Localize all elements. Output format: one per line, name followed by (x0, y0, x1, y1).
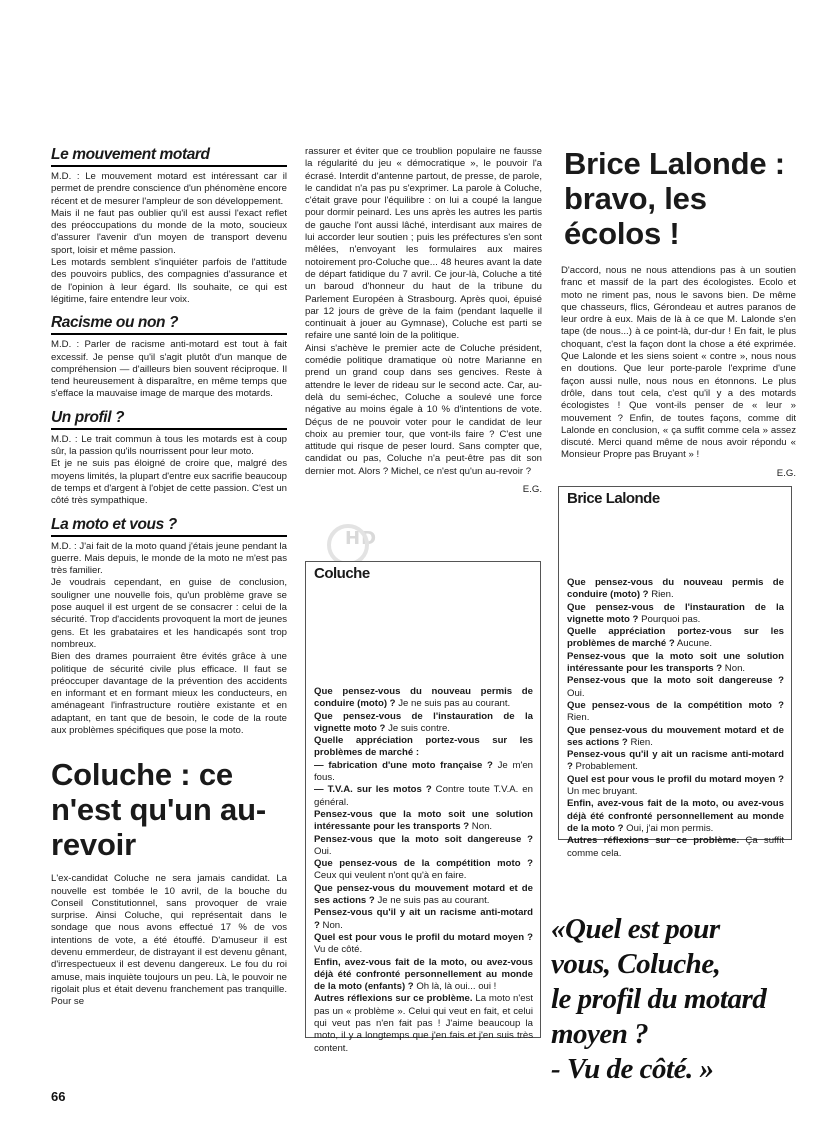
brice-headline: Brice Lalonde : bravo, les écolos ! (564, 146, 785, 251)
paragraph: Bien des drames pourraient être évités grâce à une politique de sécurité civile plus efficace. Il faut se préoccuper davantage de la prévention des accidents en informant et en formant mieux les conducteurs, en aménageant l'infrastructure routière existante et en adaptant, en tant que de besoin, le code de la route aux problèmes spécifiques que pose la moto. (51, 651, 287, 736)
answer: Contre toute T.V.A. en général. (314, 784, 533, 808)
question: Que pensez-vous du mouvement motard et de ses actions ? (567, 724, 784, 748)
qa-item (314, 686, 533, 711)
signature: E.G. (522, 484, 542, 496)
question: Pensez-vous qu'il y ait un racisme anti-motard ? (314, 907, 533, 931)
paragraph: M.D. : Parler de racisme anti-motard est tout à fait excessif. Je pense qu'il s'agit plutôt d'un manque de compréhension — d'ailleurs bien souvent réciproque. Il tend heureusement à disparaître, en même temps que s'efface la mauvaise image de marque des motards. (51, 339, 287, 400)
question: Enfin, avez-vous fait de la moto, ou avez-vous déjà été confronté personnellement au monde de la moto (enfants) ? (314, 956, 533, 993)
section-heading: Le mouvement motard (51, 146, 287, 167)
qa-item (567, 700, 784, 725)
answer: Ceux qui veulent n'ont qu'à en faire. (314, 870, 467, 882)
qa-item (567, 835, 784, 860)
quote-line: le profil du motard (551, 983, 767, 1015)
question: Quel est pour vous le profil du motard moyen ? (567, 773, 784, 785)
quote-line: «Quel est pour (551, 913, 720, 945)
answer: Probablement. (572, 761, 638, 773)
qa-item (567, 626, 784, 651)
paragraph: Et je ne suis pas éloigné de croire que, malgré des moyens limités, la plupart d'entre eux sacrifie beaucoup de temps et d'argent à l'objet de cette passion. C'est un côté très sympathique. (51, 458, 287, 507)
qa-list (567, 577, 784, 860)
question: Que pensez-vous du nouveau permis de conduire (moto) ? (567, 577, 784, 601)
question: Autres réflexions sur ce problème. (314, 993, 473, 1005)
qa-item (567, 651, 784, 676)
question: Pensez-vous que la moto soit dangereuse ? (314, 833, 533, 845)
right-column (561, 146, 796, 480)
section-racisme (51, 314, 287, 400)
question: Pensez-vous que la moto soit une solution intéressante pour les transports ? (314, 808, 533, 833)
qa-item (567, 798, 784, 835)
qa-item (314, 735, 533, 760)
answer: Rien. (567, 712, 590, 724)
answer: La moto n'est pas un « problème ». Celui qui veut en fait, et celui qui veut pas n'en fait pas ! J'aime beaucoup la moto, il y a longtemps que j'en fais et j'en suis très content. (314, 993, 533, 1054)
question: Que pensez-vous de la compétition moto ? (314, 858, 533, 870)
answer: Vu de côté. (314, 944, 363, 956)
question: Que pensez-vous de l'instauration de la vignette moto ? (314, 710, 533, 734)
paragraph: Mais il ne faut pas oublier qu'il est aussi l'exact reflet des préoccupations du monde de la moto, soucieux d'assurer l'avenir d'un moyen de transport devenu sport, loisir et même passion. (51, 207, 287, 256)
qa-item (314, 993, 533, 1054)
qa-item (314, 711, 533, 736)
qa-item (567, 725, 784, 750)
paragraph: M.D. : Le mouvement motard est intéressant car il permet de prendre conscience d'un phénomène encore récent et de mesurer l'ampleur de son développement. (51, 171, 287, 207)
section-heading: Un profil ? (51, 409, 287, 430)
answer: Je m'en fous. (314, 759, 533, 784)
question: Pensez-vous qu'il y ait un racisme anti-motard ? (567, 749, 784, 773)
question: Que pensez-vous du mouvement motard et de ses actions ? (314, 882, 533, 907)
question: Quelle appréciation portez-vous sur les problèmes de marché : (314, 735, 533, 759)
qa-item (567, 602, 784, 627)
qa-item (314, 957, 533, 994)
answer: Oh là, là oui... oui ! (413, 981, 497, 993)
answer: Oui. (567, 687, 585, 699)
watermark-text: HD (345, 528, 378, 549)
paragraph: rassurer et éviter que ce troublion populaire ne fausse la régularité du jeu « démocratique », le pouvoir l'a écrasé. Interdit d'antenne partout, de presse, de parole, le candidat n'a pas pu s'exprimer. La parole à Coluche, c'était grave pour l'équilibre : on lui a coupé la langue pour dormir peinard. Les uns après les autres les partis de gauche l'ont aussi lâché, interdisant aux maires de lui accorder leur soutien ; puis les préfectures s'en sont mêlées, n'envoyant les formulaires aux maires notoirement pro-Coluche que... 48 heures avant la date de départ fatidique du 7 avril. Ce jour-là, Coluche a tité un baroud d'honneur du haut de la tribune du Parlement Européen à Strasbourg. Après quoi, épuisé par 12 jours de grève de la faim (pendant laquelle il continuait à jouer au Gymnase), Coluche est parti se refaire une santé loin de la politique. (305, 146, 542, 342)
paragraph: M.D. : Le trait commun à tous les motards est à coup sûr, la passion qu'ils nourrissent pour leur moto. (51, 433, 287, 458)
qa-item (567, 774, 784, 799)
question: Autres réflexions sur ce problème. (567, 835, 740, 847)
answer: Rien. (627, 736, 653, 748)
answer: Aucune. (674, 638, 713, 650)
qa-item (314, 932, 533, 957)
question: Pensez-vous que la moto soit dangereuse ? (567, 675, 784, 687)
watermark-ring-icon (327, 524, 369, 566)
coluche-intro-paragraph: L'ex-candidat Coluche ne sera jamais candidat. La nouvelle est tombée le 10 avril, de la bouche du Conseil Constitutionnel, sans provoquer de vraie surprise. Ainsi Coluche, qui représentait dans le sondage que nous avons effectué 17 % de vos intentions de vote, a été étouffé. D'amuseur il est devenu emmerdeur, de distrayant il est devenu gênant, d'irrespectueux il est devenu dangereux. Le fou du roi amuse, mais inquiète toujours un peu. Là, le pouvoir ne rigolait plus et était devenu franchement pas tranquille. Pour se (51, 873, 287, 1008)
watermark-logo (345, 528, 377, 549)
answer: Non. (722, 663, 746, 675)
answer: Pourquoi pas. (638, 613, 701, 625)
answer: Oui. (314, 845, 332, 857)
paragraph: Ainsi s'achève le premier acte de Coluche président, comédie politique dramatique où notre Marianne en prend un grand coup dans ses gencives. Reste à attendre le lever de rideau sur le second acte. Car, au-delà du semi-échec, Coluche a soulevé une force négative au moins égale à 10 % d'intentions de vote. Déçus de ne pouvoir voter pour le candidat de leur choix au premier tour, que vont-ils faire ? C'est une attitude qui risque de peser lourd. Sans compter que, candidat ou pas, Coluche n'a peut-être pas dit son dernier mot. Alors ? Michel, ce n'est qu'un au-revoir ? (305, 342, 542, 477)
section-profil (51, 409, 287, 508)
qa-item (567, 675, 784, 700)
answer: Je ne suis pas au courant. (395, 698, 511, 710)
qa-item (567, 577, 784, 602)
answer: Oui, j'ai mon permis. (623, 822, 714, 834)
question: Pensez-vous que la moto soit une solution intéressante pour les transports ? (567, 650, 784, 675)
qa-item (314, 760, 533, 785)
answer: Non. (319, 919, 343, 931)
question: — fabrication d'une moto française ? (314, 759, 493, 771)
left-column (51, 146, 287, 1009)
qa-item (567, 749, 784, 774)
qa-item (314, 883, 533, 908)
signature: E.G. (776, 467, 796, 479)
qa-item (314, 907, 533, 932)
question: Quel est pour vous le profil du motard moyen ? (314, 931, 533, 943)
question: Que pensez-vous du nouveau permis de conduire (moto) ? (314, 686, 533, 710)
paragraph: M.D. : J'ai fait de la moto quand j'étais jeune pendant la guerre. Mais depuis, le monde de la moto ne m'est pas très familier. (51, 540, 287, 577)
box-title: Coluche (314, 565, 370, 582)
question: Que pensez-vous de la compétition moto ? (567, 699, 784, 711)
section-moto-et-vous (51, 516, 287, 738)
qa-item (314, 809, 533, 834)
paragraph: D'accord, nous ne nous attendions pas à un soutien franc et massif de la part des écologistes. Ecolo et moto ne riment pas, nous le savons bien. De même que chasseurs, flics, Gérondeau et autres paranos de leur ordre à eux. Mais de là à ce que M. Lalonde s'en tape (de nous...) à ce point-là, dur-dur ! En fait, le plus choquant, c'est la façon dont la chose a été exprimée. Que Lalonde et les siens soient « contre », nous nous en doutions. Que leur porte-parole l'exprime d'une façon aussi nulle, nous nous en étonnons. Le plus drôle, dans tout cela, c'est qu'il y a des motards écologistes ! Que vont-ils penser de « leur » mouvement ? Enfin, de toutes façons, comme dit Lalonde en conclusion, « ça suffit comme cela » assez discuté. Merci quand même de nous avoir répondu « Monsieur Propre pas Bruyant » ! (561, 265, 796, 461)
section-mouvement (51, 146, 287, 306)
pull-quote (551, 912, 806, 1087)
answer: Ça suffit comme cela. (567, 835, 784, 859)
question: Enfin, avez-vous fait de la moto, ou avez-vous déjà été confronté personnellement au monde de la moto ? (567, 798, 784, 834)
answer: Je suis contre. (385, 722, 450, 734)
qa-item (314, 834, 533, 859)
qa-item (314, 858, 533, 883)
box-title: Brice Lalonde (567, 490, 660, 507)
quote-line: vous, Coluche, (551, 948, 721, 980)
coluche-interview-box (305, 561, 541, 1054)
section-heading: Racisme ou non ? (51, 314, 287, 335)
paragraph: Je voudrais cependant, en guise de conclusion, souligner une nouvelle fois, qu'un problème grave se pose auquel il est urgent de se consacrer : celui de la sécurité. Trop d'accidents provoquent la mort de jeunes gens. Et les grabataires et les handicapés sont trop nombreux. (51, 577, 287, 650)
qa-item (314, 784, 533, 809)
question: Quelle appréciation portez-vous sur les problèmes de marché ? (567, 626, 784, 650)
brice-interview-box (558, 486, 792, 859)
question: — T.V.A. sur les motos ? (314, 784, 432, 796)
answer: Je ne suis pas au courant. (374, 895, 490, 907)
answer: Non. (469, 821, 493, 833)
quote-line: - Vu de côté. » (551, 1053, 714, 1085)
page-number: 66 (51, 1089, 66, 1104)
middle-column (305, 146, 542, 496)
section-heading: La moto et vous ? (51, 516, 287, 537)
coluche-headline: Coluche : ce n'est qu'un au-revoir (51, 757, 266, 863)
answer: Un mec bruyant. (567, 786, 638, 798)
paragraph: Les motards semblent s'inquiéter parfois de l'attitude des pouvoirs publics, des compagnies d'assurance et de l'opinion à leur égard. Ils souhaite, ce qui est légitime, faire entendre leur voix. (51, 257, 287, 305)
quote-line: moyen ? (551, 1018, 649, 1050)
question: Que pensez-vous de l'instauration de la vignette moto ? (567, 601, 784, 625)
qa-list (314, 686, 533, 1055)
answer: Rien. (648, 589, 674, 601)
